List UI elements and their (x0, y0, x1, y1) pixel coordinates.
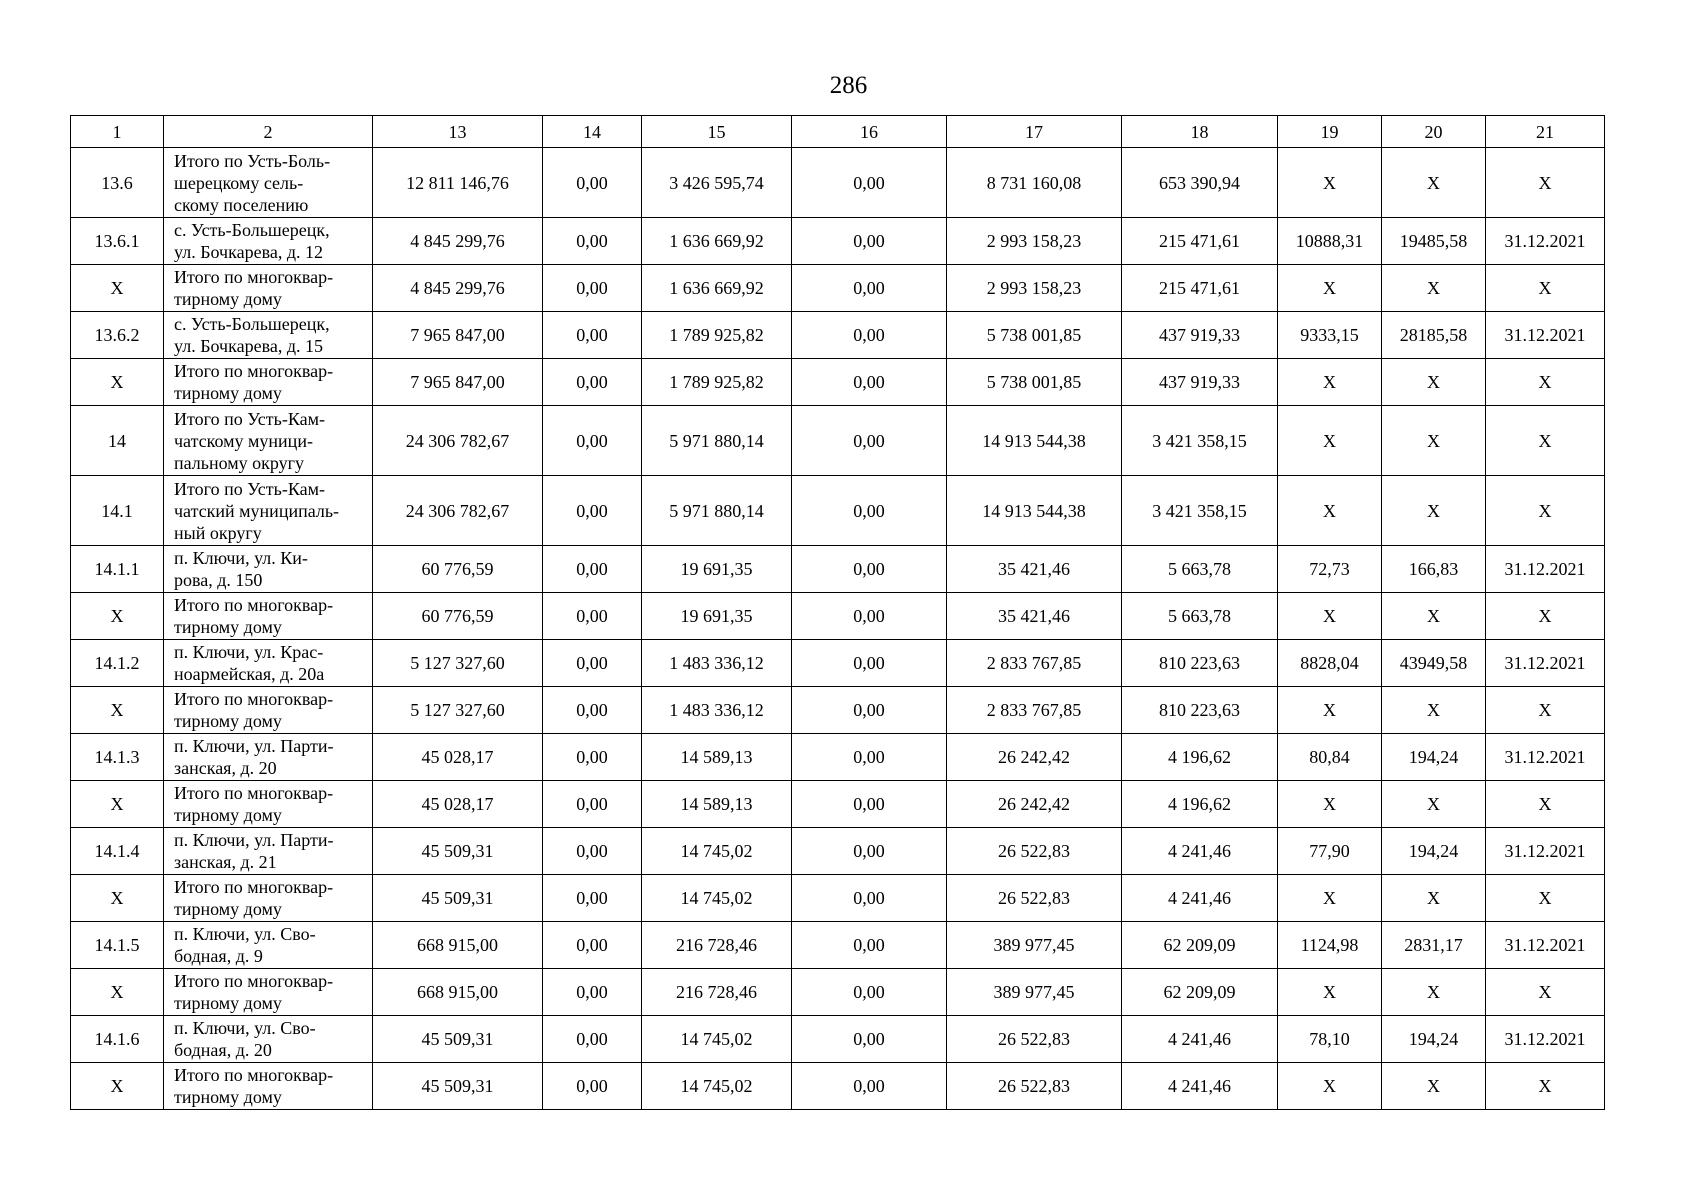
table-cell: X (1486, 265, 1605, 312)
table-row (71, 312, 1605, 359)
table-cell: 31.12.2021 (1486, 828, 1605, 875)
table-cell: 77,90 (1278, 828, 1382, 875)
table-cell: X (71, 593, 164, 640)
table-cell: X (1486, 781, 1605, 828)
table-cell: 0,00 (543, 922, 642, 969)
table-cell: 5 663,78 (1122, 546, 1278, 593)
table-cell: X (1278, 148, 1382, 218)
table-cell: X (1382, 359, 1486, 406)
table-cell: 14.1.5 (71, 922, 164, 969)
header-row (71, 116, 1605, 148)
table-cell: X (1382, 406, 1486, 476)
table-cell: 14 745,02 (642, 828, 792, 875)
table-cell: X (1278, 593, 1382, 640)
table-cell: 19 691,35 (642, 593, 792, 640)
table-cell: 4 241,46 (1122, 875, 1278, 922)
table-cell: 45 509,31 (373, 1016, 543, 1063)
table-cell: 45 509,31 (373, 828, 543, 875)
table-cell: 14 745,02 (642, 1016, 792, 1063)
table-cell: X (1278, 476, 1382, 546)
table-cell: X (1382, 687, 1486, 734)
table-cell: 3 421 358,15 (1122, 476, 1278, 546)
table-cell: X (1486, 359, 1605, 406)
table-cell: 1 483 336,12 (642, 640, 792, 687)
table-cell: 0,00 (543, 828, 642, 875)
table-cell: 1 789 925,82 (642, 359, 792, 406)
table-cell: 72,73 (1278, 546, 1382, 593)
table-row (71, 359, 1605, 406)
table-cell: 0,00 (792, 546, 947, 593)
table-cell: 0,00 (543, 593, 642, 640)
table-cell: 4 845 299,76 (373, 218, 543, 265)
table-row (71, 476, 1605, 546)
row-name-cell: с. Усть-Большерецк, ул. Бочкарева, д. 15 (164, 312, 373, 359)
table-cell: 5 738 001,85 (947, 312, 1122, 359)
table-cell: X (1278, 1063, 1382, 1110)
table-cell: 2 833 767,85 (947, 687, 1122, 734)
data-table (70, 115, 1605, 1110)
table-row (71, 218, 1605, 265)
table-cell: 5 127 327,60 (373, 687, 543, 734)
table-cell: 0,00 (543, 1016, 642, 1063)
table-cell: 45 509,31 (373, 1063, 543, 1110)
table-cell: 0,00 (543, 1063, 642, 1110)
table-cell: 215 471,61 (1122, 265, 1278, 312)
table-cell: 0,00 (543, 734, 642, 781)
table-cell: 26 522,83 (947, 875, 1122, 922)
table-cell: 0,00 (543, 359, 642, 406)
table-cell: X (1278, 265, 1382, 312)
table-cell: 0,00 (792, 828, 947, 875)
table-cell: 5 971 880,14 (642, 476, 792, 546)
column-header: 21 (1486, 116, 1605, 148)
table-cell: 810 223,63 (1122, 640, 1278, 687)
table-cell: 26 522,83 (947, 828, 1122, 875)
table-row (71, 781, 1605, 828)
table-cell: 14 913 544,38 (947, 406, 1122, 476)
table-cell: 35 421,46 (947, 546, 1122, 593)
table-cell: 0,00 (543, 640, 642, 687)
column-header: 19 (1278, 116, 1382, 148)
table-cell: 0,00 (543, 218, 642, 265)
row-name-cell: п. Ключи, ул. Крас- ноармейская, д. 20а (164, 640, 373, 687)
table-row (71, 734, 1605, 781)
table-row (71, 922, 1605, 969)
table-cell: 1124,98 (1278, 922, 1382, 969)
table-cell: 0,00 (792, 593, 947, 640)
table-cell: 31.12.2021 (1486, 734, 1605, 781)
column-header: 20 (1382, 116, 1486, 148)
table-cell: X (1382, 969, 1486, 1016)
table-cell: 194,24 (1382, 734, 1486, 781)
column-header: 17 (947, 116, 1122, 148)
table-cell: 24 306 782,67 (373, 406, 543, 476)
table-cell: X (1486, 875, 1605, 922)
table-cell: 31.12.2021 (1486, 312, 1605, 359)
table-cell: X (71, 875, 164, 922)
table-cell: 0,00 (543, 546, 642, 593)
table-cell: 0,00 (792, 969, 947, 1016)
table-cell: 194,24 (1382, 1016, 1486, 1063)
table-cell: 19 691,35 (642, 546, 792, 593)
row-name-cell: п. Ключи, ул. Парти- занская, д. 21 (164, 828, 373, 875)
table-cell: 0,00 (792, 734, 947, 781)
table-cell: 14.1.4 (71, 828, 164, 875)
table-cell: 14.1.1 (71, 546, 164, 593)
table-cell: 0,00 (792, 781, 947, 828)
table-cell: 14.1.2 (71, 640, 164, 687)
table-cell: X (1278, 687, 1382, 734)
page-number: 286 (829, 72, 868, 99)
table-cell: 14.1 (71, 476, 164, 546)
table-cell: X (1278, 875, 1382, 922)
table-cell: 4 196,62 (1122, 734, 1278, 781)
table-cell: X (1486, 406, 1605, 476)
table-cell: X (1486, 687, 1605, 734)
table-row (71, 265, 1605, 312)
table-cell: X (1382, 265, 1486, 312)
table-cell: 0,00 (792, 476, 947, 546)
table-cell: 62 209,09 (1122, 922, 1278, 969)
table-cell: X (71, 1063, 164, 1110)
table-cell: 4 241,46 (1122, 828, 1278, 875)
table-cell: 389 977,45 (947, 922, 1122, 969)
table-cell: 4 241,46 (1122, 1016, 1278, 1063)
table-cell: 62 209,09 (1122, 969, 1278, 1016)
table-cell: 2 993 158,23 (947, 265, 1122, 312)
table-cell: 14 589,13 (642, 734, 792, 781)
table-cell: 10888,31 (1278, 218, 1382, 265)
table-cell: 13.6.1 (71, 218, 164, 265)
table-row (71, 148, 1605, 218)
table-cell: 0,00 (543, 969, 642, 1016)
table-cell: 0,00 (792, 922, 947, 969)
table-cell: 9333,15 (1278, 312, 1382, 359)
table-cell: 0,00 (543, 687, 642, 734)
table-cell: 45 028,17 (373, 781, 543, 828)
table-cell: 5 127 327,60 (373, 640, 543, 687)
column-header: 15 (642, 116, 792, 148)
table-cell: 0,00 (792, 359, 947, 406)
table-row (71, 406, 1605, 476)
table-cell: 45 028,17 (373, 734, 543, 781)
table-cell: X (1382, 593, 1486, 640)
row-name-cell: с. Усть-Большерецк, ул. Бочкарева, д. 12 (164, 218, 373, 265)
table-cell: 1 483 336,12 (642, 687, 792, 734)
table-cell: 31.12.2021 (1486, 1016, 1605, 1063)
column-header: 14 (543, 116, 642, 148)
table-cell: 0,00 (543, 312, 642, 359)
table-cell: 0,00 (543, 781, 642, 828)
table-cell: X (1382, 148, 1486, 218)
table-cell: 14.1.6 (71, 1016, 164, 1063)
row-name-cell: Итого по многоквар- тирному дому (164, 781, 373, 828)
table-row (71, 828, 1605, 875)
table-cell: X (1486, 148, 1605, 218)
table-row (71, 687, 1605, 734)
table-cell: 45 509,31 (373, 875, 543, 922)
row-name-cell: п. Ключи, ул. Сво- бодная, д. 20 (164, 1016, 373, 1063)
table-cell: X (1486, 1063, 1605, 1110)
table-cell: 1 636 669,92 (642, 218, 792, 265)
table-cell: 31.12.2021 (1486, 546, 1605, 593)
table-cell: 3 426 595,74 (642, 148, 792, 218)
table-cell: X (1382, 875, 1486, 922)
column-header: 16 (792, 116, 947, 148)
row-name-cell: Итого по многоквар- тирному дому (164, 875, 373, 922)
table-cell: X (1382, 476, 1486, 546)
table-cell: 0,00 (792, 265, 947, 312)
table-cell: 2 833 767,85 (947, 640, 1122, 687)
row-name-cell: п. Ключи, ул. Парти- занская, д. 20 (164, 734, 373, 781)
table-row (71, 546, 1605, 593)
table-cell: X (1382, 781, 1486, 828)
row-name-cell: Итого по многоквар- тирному дому (164, 687, 373, 734)
table-cell: 14 589,13 (642, 781, 792, 828)
table-cell: 26 522,83 (947, 1016, 1122, 1063)
table-cell: 810 223,63 (1122, 687, 1278, 734)
table-cell: 14 745,02 (642, 875, 792, 922)
table-cell: 78,10 (1278, 1016, 1382, 1063)
table-row (71, 969, 1605, 1016)
table-cell: 0,00 (792, 218, 947, 265)
table-cell: X (1486, 593, 1605, 640)
table-cell: 43949,58 (1382, 640, 1486, 687)
table-cell: X (1486, 969, 1605, 1016)
table-cell: 35 421,46 (947, 593, 1122, 640)
table-cell: 166,83 (1382, 546, 1486, 593)
table-cell: 60 776,59 (373, 546, 543, 593)
table-cell: 668 915,00 (373, 969, 543, 1016)
table-cell: 14 913 544,38 (947, 476, 1122, 546)
table-cell: 0,00 (792, 687, 947, 734)
table-cell: 80,84 (1278, 734, 1382, 781)
row-name-cell: Итого по многоквар- тирному дому (164, 1063, 373, 1110)
row-name-cell: Итого по многоквар- тирному дому (164, 593, 373, 640)
table-cell: 0,00 (543, 875, 642, 922)
table-cell: 26 242,42 (947, 781, 1122, 828)
table-cell: X (71, 687, 164, 734)
table-cell: 31.12.2021 (1486, 218, 1605, 265)
table-cell: X (71, 359, 164, 406)
row-name-cell: п. Ключи, ул. Сво- бодная, д. 9 (164, 922, 373, 969)
table-cell: 3 421 358,15 (1122, 406, 1278, 476)
table-cell: 7 965 847,00 (373, 312, 543, 359)
table-cell: 216 728,46 (642, 969, 792, 1016)
table-cell: 7 965 847,00 (373, 359, 543, 406)
table-cell: 14 (71, 406, 164, 476)
table-cell: 0,00 (543, 476, 642, 546)
table-cell: 668 915,00 (373, 922, 543, 969)
table-cell: 31.12.2021 (1486, 922, 1605, 969)
table-cell: 4 845 299,76 (373, 265, 543, 312)
row-name-cell: Итого по многоквар- тирному дому (164, 359, 373, 406)
table-cell: 1 636 669,92 (642, 265, 792, 312)
table-cell: 0,00 (792, 312, 947, 359)
table-cell: 194,24 (1382, 828, 1486, 875)
table-cell: 0,00 (792, 148, 947, 218)
table-cell: 0,00 (792, 406, 947, 476)
table-cell: X (71, 781, 164, 828)
table-cell: 0,00 (543, 265, 642, 312)
table-cell: 437 919,33 (1122, 359, 1278, 406)
table-row (71, 875, 1605, 922)
table-cell: 0,00 (543, 148, 642, 218)
table-cell: 5 971 880,14 (642, 406, 792, 476)
table-cell: X (1278, 969, 1382, 1016)
table-row (71, 1063, 1605, 1110)
table-row (71, 1016, 1605, 1063)
table-cell: 12 811 146,76 (373, 148, 543, 218)
table-cell: 216 728,46 (642, 922, 792, 969)
row-name-cell: Итого по Усть-Кам- чатскому муници- пальному округу (164, 406, 373, 476)
table-cell: 2 993 158,23 (947, 218, 1122, 265)
column-header: 2 (164, 116, 373, 148)
table-cell: X (1278, 406, 1382, 476)
table-cell: 437 919,33 (1122, 312, 1278, 359)
table-cell: 0,00 (792, 640, 947, 687)
table-cell: X (71, 969, 164, 1016)
row-name-cell: Итого по многоквар- тирному дому (164, 265, 373, 312)
table-cell: X (1486, 476, 1605, 546)
table-cell: 215 471,61 (1122, 218, 1278, 265)
table-cell: 26 522,83 (947, 1063, 1122, 1110)
column-header: 18 (1122, 116, 1278, 148)
table-cell: 389 977,45 (947, 969, 1122, 1016)
table-cell: 0,00 (543, 406, 642, 476)
row-name-cell: Итого по Усть-Кам- чатский муниципаль- ный округу (164, 476, 373, 546)
table-cell: 19485,58 (1382, 218, 1486, 265)
row-name-cell: Итого по многоквар- тирному дому (164, 969, 373, 1016)
table-cell: 28185,58 (1382, 312, 1486, 359)
table-cell: 31.12.2021 (1486, 640, 1605, 687)
row-name-cell: Итого по Усть-Боль- шерецкому сель- скому поселению (164, 148, 373, 218)
table-cell: 0,00 (792, 1016, 947, 1063)
table-cell: X (1278, 359, 1382, 406)
table-cell: 2831,17 (1382, 922, 1486, 969)
table-cell: X (1278, 781, 1382, 828)
table-cell: 653 390,94 (1122, 148, 1278, 218)
table-cell: 0,00 (792, 875, 947, 922)
column-header: 13 (373, 116, 543, 148)
table-cell: X (1382, 1063, 1486, 1110)
table-cell: 13.6.2 (71, 312, 164, 359)
table-cell: 5 738 001,85 (947, 359, 1122, 406)
table-cell: 8 731 160,08 (947, 148, 1122, 218)
table-row (71, 640, 1605, 687)
table-cell: 4 196,62 (1122, 781, 1278, 828)
table-cell: 5 663,78 (1122, 593, 1278, 640)
table-cell: 1 789 925,82 (642, 312, 792, 359)
table-cell: 13.6 (71, 148, 164, 218)
table-row (71, 593, 1605, 640)
table-cell: 0,00 (792, 1063, 947, 1110)
table-cell: 8828,04 (1278, 640, 1382, 687)
column-header: 1 (71, 116, 164, 148)
table-cell: 14.1.3 (71, 734, 164, 781)
table-cell: 14 745,02 (642, 1063, 792, 1110)
table-cell: 60 776,59 (373, 593, 543, 640)
row-name-cell: п. Ключи, ул. Ки- рова, д. 150 (164, 546, 373, 593)
table-cell: 26 242,42 (947, 734, 1122, 781)
table-cell: 4 241,46 (1122, 1063, 1278, 1110)
table-cell: 24 306 782,67 (373, 476, 543, 546)
table-cell: X (71, 265, 164, 312)
